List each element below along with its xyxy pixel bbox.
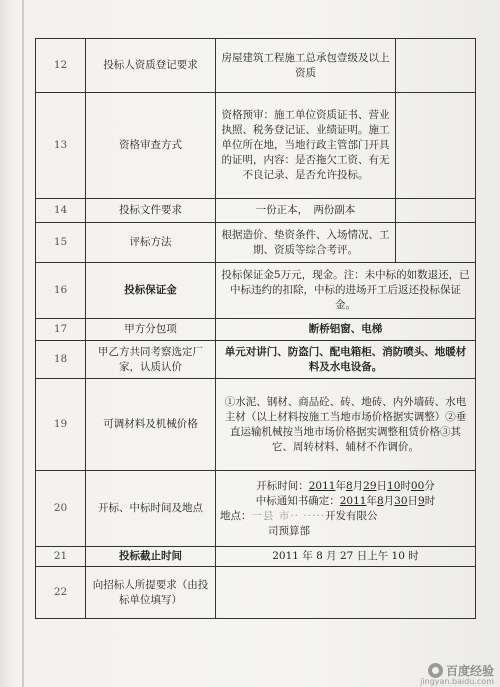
table-row — [36, 567, 476, 619]
watermark — [420, 662, 494, 686]
table-row — [36, 341, 476, 379]
row-number: 20 — [36, 471, 86, 547]
row-item: 甲方分包项 — [86, 319, 216, 341]
table-row — [36, 263, 476, 319]
award-notice-line: 中标通知书确定：2011年8月30日9时 — [255, 494, 436, 507]
row-number: 21 — [36, 547, 86, 567]
row-number: 19 — [36, 379, 86, 471]
bid-opening-line: 开标时间：2011年8月29日10时00分 — [256, 479, 435, 492]
row-item: 向招标人所提要求（由投标单位填写） — [86, 567, 216, 619]
row-item: 投标人资质登记要求 — [86, 39, 216, 93]
table-row — [36, 319, 476, 341]
row-content: 2011 年 8 月 27 日上午 10 时 — [216, 547, 476, 567]
row-extra — [396, 93, 476, 199]
row-item: 可调材料及机械价格 — [86, 379, 216, 471]
row-content: 根据造价、垫资条件、入场情况、工期、资质等综合考评。 — [216, 223, 396, 263]
row-content: 单元对讲门、防盗门、配电箱柜、消防喷头、地暖材料及水电设备。 — [216, 341, 476, 379]
bid-info-table — [35, 38, 476, 619]
row-number: 22 — [36, 567, 86, 619]
row-extra — [396, 223, 476, 263]
row-item: 投标保证金 — [86, 263, 216, 319]
row-content: 一份正本， 两份副本 — [216, 199, 396, 223]
row-number: 15 — [36, 223, 86, 263]
table-row — [36, 547, 476, 567]
row-number: 17 — [36, 319, 86, 341]
row-extra — [396, 199, 476, 223]
watermark-text: 百度经验 — [445, 664, 494, 678]
table-row — [36, 471, 476, 547]
row-content — [216, 567, 476, 619]
table-row — [36, 199, 476, 223]
row-item: 资格审查方式 — [86, 93, 216, 199]
table-row — [36, 379, 476, 471]
row-number: 18 — [36, 341, 86, 379]
row-content: 投标保证金5万元，现金。注：未中标的如数退还，已中标违约的扣除，中标的进场开工后返还投标保证金。 — [216, 263, 476, 319]
row-number: 12 — [36, 39, 86, 93]
table-row — [36, 223, 476, 263]
row-content: 断桥铝窗、电梯 — [216, 319, 476, 341]
redacted-location: 一县 市·· ····· — [251, 509, 326, 522]
row-content: ①水泥、钢材、商品砼、砖、地砖、内外墙砖、水电主材（以上材料按施工当地市场价格据实调整）②垂直运输机械按当地市场价格据实调整租赁价格③其它、周转材料、辅材不作调价。 — [216, 379, 476, 471]
row-number: 13 — [36, 93, 86, 199]
row-number: 14 — [36, 199, 86, 223]
row-content: 房屋建筑工程施工总承包壹级及以上资质 — [216, 39, 396, 93]
paw-icon — [428, 663, 443, 678]
row-item: 投标截止时间 — [86, 547, 216, 567]
row-extra — [396, 39, 476, 93]
row-content-schedule — [216, 471, 476, 547]
watermark-url: jingyan.baidu.com — [420, 677, 494, 686]
page-fold-line — [22, 0, 24, 687]
location-line-2: 司预算部 — [268, 524, 310, 537]
table-row — [36, 93, 476, 199]
row-item: 甲乙方共同考察选定厂家，认质认价 — [86, 341, 216, 379]
row-content: 资格预审：施工单位资质证书、营业执照、税务登记证、业绩证明。施工单位所在地，当地行政主管部门开具的证明，内容：是否拖欠工资、有无不良记录、是否允许投标。 — [216, 93, 396, 199]
row-item: 评标方法 — [86, 223, 216, 263]
row-item: 开标、中标时间及地点 — [86, 471, 216, 547]
row-item: 投标文件要求 — [86, 199, 216, 223]
row-number: 16 — [36, 263, 86, 319]
table-row — [36, 39, 476, 93]
location-line: 地点：一县 市·· ·····开发有限公 — [220, 509, 378, 522]
